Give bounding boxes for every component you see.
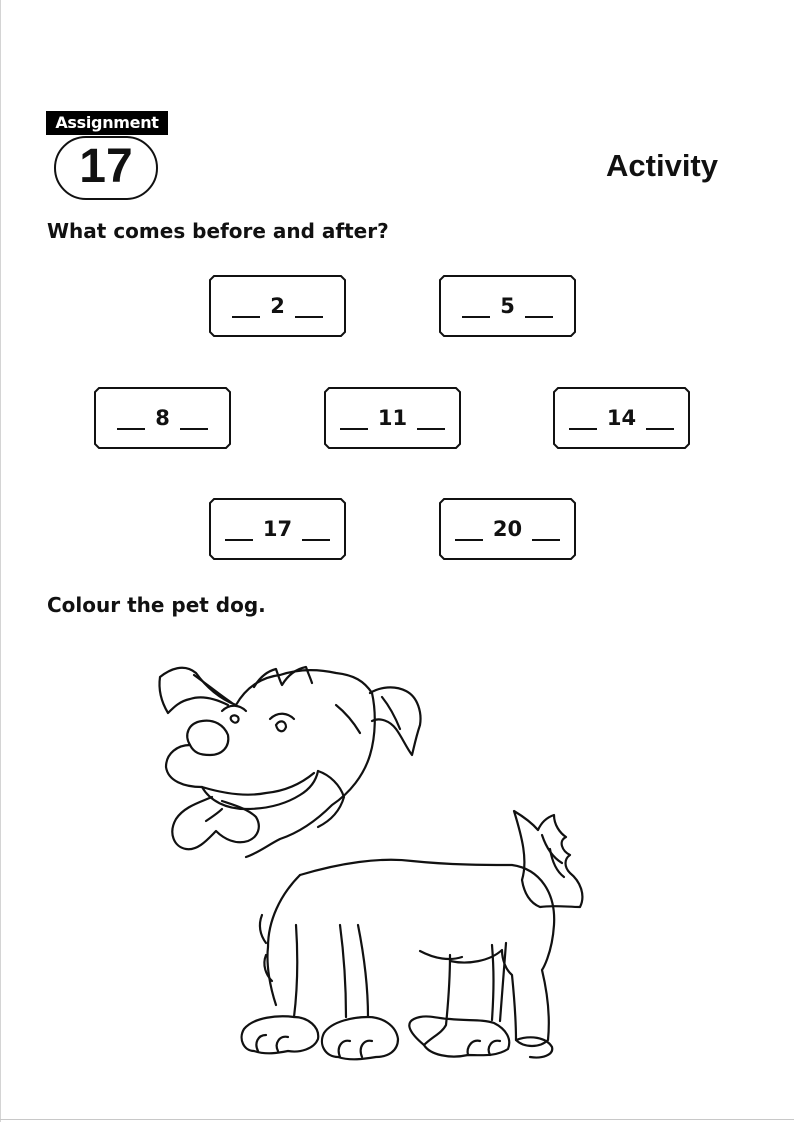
before-blank[interactable] [569, 428, 597, 430]
dog-ear-right [370, 687, 420, 755]
colour-instruction: Colour the pet dog. [47, 593, 266, 617]
dog-eye-left [231, 715, 239, 722]
number-box [94, 387, 231, 449]
dog-front-foot-left [242, 1016, 319, 1053]
before-blank[interactable] [462, 316, 490, 318]
dog-illustration[interactable] [150, 625, 600, 1075]
before-blank[interactable] [117, 428, 145, 430]
after-blank[interactable] [302, 539, 330, 541]
dog-chest [267, 875, 300, 1005]
assignment-label: Assignment [46, 111, 168, 135]
numbers-instruction: What comes before and after? [47, 219, 389, 243]
number-box [209, 498, 346, 560]
after-blank[interactable] [525, 316, 553, 318]
dog-nose [187, 721, 228, 755]
number-box [439, 275, 576, 337]
number-box [209, 275, 346, 337]
number-box [324, 387, 461, 449]
dog-front-leg-left [294, 925, 297, 1017]
after-blank[interactable] [417, 428, 445, 430]
dog-body [300, 860, 554, 1046]
box-number: 17 [262, 517, 293, 541]
dog-mouth [202, 771, 318, 809]
page-edge [0, 0, 1, 1122]
number-box [553, 387, 690, 449]
dog-tongue [172, 797, 258, 849]
before-blank[interactable] [340, 428, 368, 430]
dog-ear-left [159, 668, 236, 713]
after-blank[interactable] [532, 539, 560, 541]
box-number: 8 [155, 406, 170, 430]
after-blank[interactable] [180, 428, 208, 430]
before-blank[interactable] [455, 539, 483, 541]
before-blank[interactable] [232, 316, 260, 318]
page-edge [0, 1119, 794, 1120]
dog-muzzle [166, 745, 314, 795]
before-blank[interactable] [225, 539, 253, 541]
assignment-number-badge: 17 [54, 136, 158, 200]
page-title: Activity [606, 148, 718, 183]
dog-front-leg-right [358, 925, 368, 1017]
box-number: 2 [270, 294, 285, 318]
box-number: 5 [500, 294, 515, 318]
after-blank[interactable] [295, 316, 323, 318]
after-blank[interactable] [646, 428, 674, 430]
box-number: 11 [377, 406, 408, 430]
dog-head [236, 670, 375, 857]
number-box [439, 498, 576, 560]
dog-back-leg-near [424, 955, 450, 1045]
dog-back-foot-near [409, 1016, 509, 1056]
box-number: 20 [492, 517, 523, 541]
box-number: 14 [606, 406, 637, 430]
